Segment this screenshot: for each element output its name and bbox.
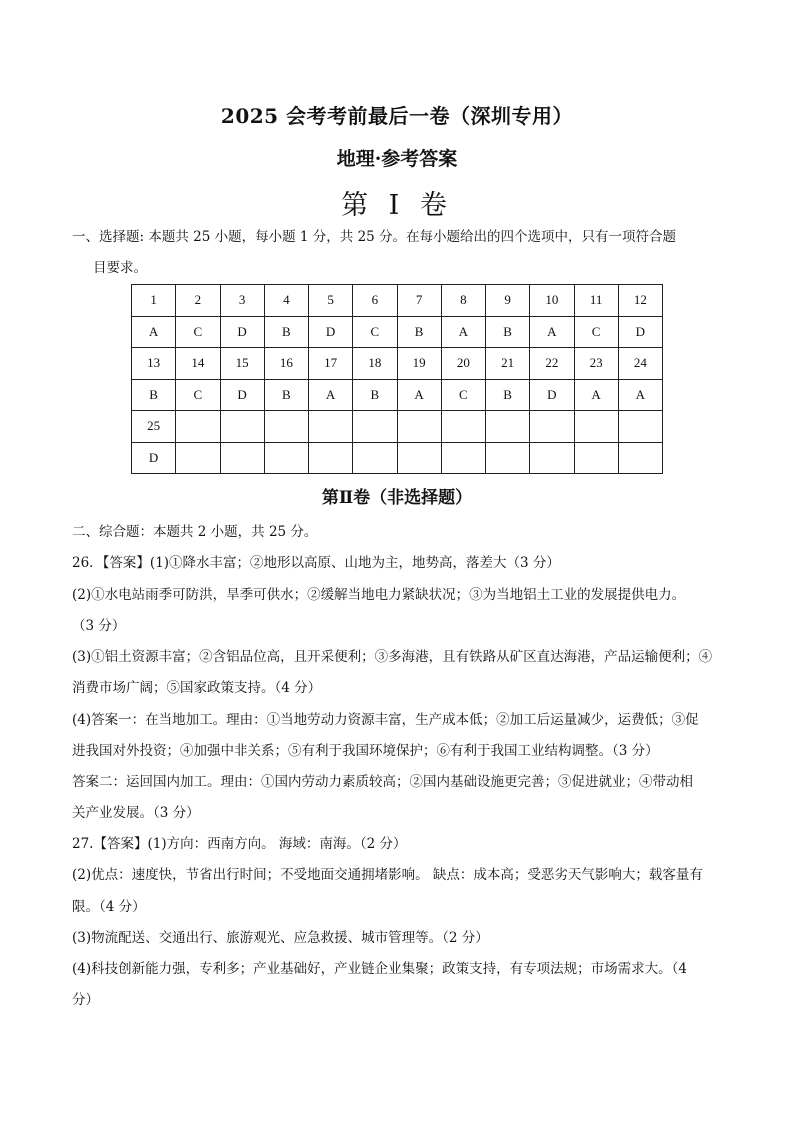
answer-table-cell: 3 [220, 285, 264, 317]
answer-table-cell: A [132, 316, 176, 348]
answer-table-cell: 18 [353, 348, 397, 380]
answer-line: 答案二：运回国内加工。理由：①国内劳动力素质较高；②国内基础设施更完善；③促进就业；④带动相 [72, 774, 693, 790]
answer-table-cell [353, 442, 397, 474]
answer-line: (3)物流配送、交通出行、旅游观光、应急救援、城市管理等。（2 分） [72, 930, 489, 946]
answer-table-cell: B [353, 379, 397, 411]
answer-table-cell: A [618, 379, 662, 411]
answer-table-cell: C [574, 316, 618, 348]
answer-table-cell: B [132, 379, 176, 411]
answer-table-cell: 25 [132, 411, 176, 443]
answer-table [131, 284, 663, 474]
answer-table-cell: 12 [618, 285, 662, 317]
answer-table-cell: 17 [309, 348, 353, 380]
answer-line: 限。（4 分） [72, 899, 146, 915]
subject-title: 地理·参考答案 [336, 148, 458, 170]
answer-table-cell: D [220, 316, 264, 348]
answer-table-cell: D [309, 316, 353, 348]
answer-table-cell: 16 [264, 348, 308, 380]
answer-table-cell [530, 442, 574, 474]
answer-table-cell: C [176, 379, 220, 411]
answer-table-cell [309, 411, 353, 443]
answer-table-cell: B [264, 379, 308, 411]
answer-table-cell: D [530, 379, 574, 411]
answer-table-row [132, 411, 663, 443]
answer-table-cell: 7 [397, 285, 441, 317]
section-two-intro: 二、综合题：本题共 2 小题，共 25 分。 [72, 524, 318, 540]
answer-table-cell [176, 411, 220, 443]
answer-table-cell: 8 [441, 285, 485, 317]
answer-table-cell [220, 442, 264, 474]
answer-table-cell: 19 [397, 348, 441, 380]
answer-line: 进我国对外投资；④加强中非关系；⑤有利于我国环境保护；⑥有利于我国工业结构调整。（3 分） [72, 743, 659, 759]
answer-table-cell: D [132, 442, 176, 474]
answer-table-cell: 5 [309, 285, 353, 317]
answer-table-cell [441, 411, 485, 443]
answer-table-cell: 10 [530, 285, 574, 317]
page-title: 2025 会考考前最后一卷（深圳专用） [220, 104, 574, 128]
answer-table-cell [574, 411, 618, 443]
answer-table-cell: A [441, 316, 485, 348]
answer-table-row [132, 285, 663, 317]
answer-table-cell [441, 442, 485, 474]
answer-table-cell [220, 411, 264, 443]
answer-table-cell [309, 442, 353, 474]
answer-table-cell: B [264, 316, 308, 348]
answer-table-row [132, 379, 663, 411]
answer-table-cell: 13 [132, 348, 176, 380]
answer-table-cell [486, 411, 530, 443]
answer-line: 26．【答案】(1)①降水丰富；②地形以高原、山地为主，地势高，落差大（3 分） [72, 555, 560, 571]
answer-table-cell [353, 411, 397, 443]
answer-table-cell: A [309, 379, 353, 411]
answer-table-cell: 21 [486, 348, 530, 380]
answer-table-cell: 14 [176, 348, 220, 380]
answer-table-cell: 4 [264, 285, 308, 317]
answer-table-cell: 11 [574, 285, 618, 317]
section-one-intro-line1: 一、选择题: 本题共 25 小题，每小题 1 分，共 25 分。在每小题给出的四个选项中，只有一项符合题 [72, 229, 677, 245]
answer-table-cell [176, 442, 220, 474]
answer-table-cell: B [486, 379, 530, 411]
volume-one-title: 第 I 卷 [341, 190, 453, 221]
answer-table-cell: 6 [353, 285, 397, 317]
answer-table-row [132, 316, 663, 348]
answer-line: 关产业发展。（3 分） [72, 805, 200, 821]
volume-two-title: 第Ⅱ卷（非选择题） [321, 488, 473, 508]
answer-line: 27.【答案】(1)方向：西南方向。 海域：南海。（2 分） [72, 836, 407, 852]
answer-table-cell [397, 411, 441, 443]
answer-table-cell [618, 442, 662, 474]
answer-table-cell [574, 442, 618, 474]
answer-table-cell: B [486, 316, 530, 348]
answer-line: (3)①铝土资源丰富；②含铝品位高，且开采便利；③多海港，且有铁路从矿区直达海港，产品运输便利；④ [72, 649, 713, 665]
answer-table-cell: A [530, 316, 574, 348]
answer-table-cell: 1 [132, 285, 176, 317]
answer-line: (2)①水电站雨季可防洪，旱季可供水；②缓解当地电力紧缺状况；③为当地铝土工业的发展提供电力。 [72, 587, 686, 603]
answer-table-cell: D [618, 316, 662, 348]
answer-line: (2)优点：速度快，节省出行时间；不受地面交通拥堵影响。 缺点：成本高；受恶劣天气影响大；载客量有 [72, 867, 703, 883]
answer-table-cell: A [397, 379, 441, 411]
answer-table-cell: 15 [220, 348, 264, 380]
answer-line: 消费市场广阔；⑤国家政策支持。（4 分） [72, 680, 322, 696]
answer-table-cell [618, 411, 662, 443]
answer-table-cell: A [574, 379, 618, 411]
answer-table-cell: 24 [618, 348, 662, 380]
answer-line: (4)科技创新能力强，专利多；产业基础好，产业链企业集聚；政策支持，有专项法规；市场需求大。（4 [72, 961, 687, 977]
answer-table-row [132, 442, 663, 474]
answer-line: 分） [72, 992, 99, 1008]
answer-table-cell: 2 [176, 285, 220, 317]
answer-line: (4)答案一：在当地加工。理由：①当地劳动力资源丰富，生产成本低；②加工后运量减少，运费低；③促 [72, 712, 699, 728]
answer-table-row [132, 348, 663, 380]
answer-table-cell: 22 [530, 348, 574, 380]
answer-table-cell: B [397, 316, 441, 348]
answer-table-cell: C [176, 316, 220, 348]
section-one-intro-line2: 目要求。 [93, 260, 147, 276]
answer-table-cell: 20 [441, 348, 485, 380]
answer-table-cell: C [353, 316, 397, 348]
answer-table-cell [397, 442, 441, 474]
answer-table-cell: 9 [486, 285, 530, 317]
answer-table-cell: C [441, 379, 485, 411]
answer-table-cell: 23 [574, 348, 618, 380]
answer-table-cell [530, 411, 574, 443]
answer-table-cell [264, 411, 308, 443]
answer-table-cell [486, 442, 530, 474]
answer-line: （3 分） [72, 618, 126, 634]
answer-table-cell: D [220, 379, 264, 411]
answer-table-cell [264, 442, 308, 474]
